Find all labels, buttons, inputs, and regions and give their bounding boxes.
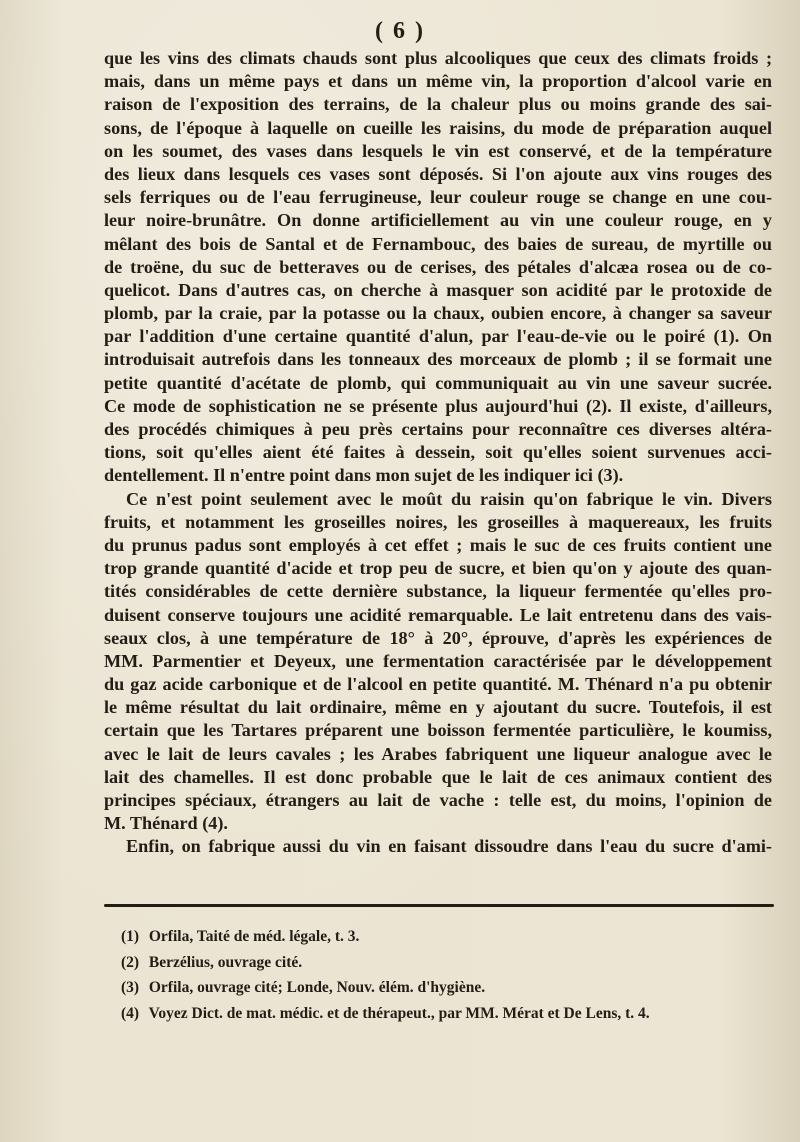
text-line: sons, de l'époque à laquelle on cueille les raisins, du mode de préparation auquel bbox=[104, 117, 772, 138]
text-line: dentellement. Il n'entre point dans mon sujet de les indiquer ici (3). bbox=[104, 465, 624, 486]
text-line: certain que les Tartares préparent une boisson fermentée particulière, le koumiss, bbox=[104, 720, 772, 741]
footnote-text: Orfila, ouvrage cité; Londe, Nouv. élém. d'hygiène. bbox=[148, 979, 486, 996]
footnote-number: (1) bbox=[121, 928, 140, 945]
footnote-number: (3) bbox=[121, 979, 140, 996]
text-line: plomb, par la craie, par la potasse ou la chaux, oubien encore, à changer sa saveur bbox=[104, 303, 772, 324]
footnote-text: Orfila, Taité de méd. légale, t. 3. bbox=[148, 928, 360, 945]
footnote bbox=[121, 975, 761, 1001]
text-line: duisent conserve toujours une acidité remarquable. Le lait entretenu dans des vais- bbox=[104, 604, 772, 625]
text-line: Ce mode de sophistication ne se présente plus aujourd'hui (2). Il existe, d'ailleurs, bbox=[104, 395, 772, 416]
footnote-text: Berzélius, ouvrage cité. bbox=[148, 953, 303, 971]
text-line: du prunus padus sont employés à cet effet ; mais le suc de ces fruits contient une bbox=[104, 534, 772, 555]
text-line: leur noire-brunâtre. On donne artificiellement au vin une couleur rouge, en y bbox=[104, 210, 772, 231]
text-line: tions, soit qu'elles aient été faites à dessein, soit qu'elles soient survenues acci- bbox=[104, 442, 772, 463]
text-line: que les vins des climats chauds sont plus alcooliques que ceux des climats froids ; bbox=[104, 48, 772, 68]
text-line: seaux clos, à une température de 18° à 20°, éprouve, d'après les expériences de bbox=[104, 627, 772, 648]
footnotes bbox=[121, 924, 761, 1026]
text-line: avec le lait de leurs cavales ; les Arabes fabriquent une liqueur analogue avec le bbox=[104, 743, 772, 764]
text-line: sels ferriques ou de l'eau ferrugineuse, leur couleur rouge se change en une cou- bbox=[104, 187, 772, 208]
footnote bbox=[121, 924, 761, 950]
text-line: par l'addition d'une certaine quantité d'alun, par l'eau-de-vie ou le poiré (1). On bbox=[104, 326, 772, 347]
footnote bbox=[121, 1001, 761, 1027]
footnote-number: (4) bbox=[121, 1004, 140, 1022]
text-line: mêlant des bois de Santal et de Fernambouc, des baies de sureau, de myrtille ou bbox=[104, 233, 772, 254]
page-number: ( 6 ) bbox=[375, 18, 425, 44]
footnote-rule bbox=[104, 904, 774, 907]
text-line: petite quantité d'acétate de plomb, qui communiquait au vin une saveur sucrée. bbox=[104, 372, 772, 393]
body-text bbox=[104, 47, 772, 859]
footnote bbox=[121, 950, 761, 976]
text-line: des lieux dans lesquels ces vases sont déposés. Si l'on ajoute aux vins rouges des bbox=[104, 163, 772, 184]
text-line: lait des chamelles. Il est donc probable que le lait de ces animaux contient des bbox=[104, 766, 772, 787]
text-line: Enfin, on fabrique aussi du vin en faisant dissoudre dans l'eau du sucre d'ami- bbox=[126, 836, 772, 857]
footnote-number: (2) bbox=[121, 953, 140, 971]
text-line: introduisait autrefois dans les tonneaux des morceaux de plomb ; il se formait une bbox=[104, 349, 772, 370]
text-line: mais, dans un même pays et dans un même vin, la proportion d'alcool varie en bbox=[104, 71, 772, 92]
text-line: de troëne, du suc de betteraves ou de cerises, des pétales d'alcæa rosea ou de co- bbox=[104, 256, 772, 277]
text-line: M. Thénard (4). bbox=[104, 813, 228, 834]
text-line: MM. Parmentier et Deyeux, une fermentation caractérisée par le développement bbox=[104, 650, 772, 671]
footnote-text: Voyez Dict. de mat. médic. et de thérapeut., par MM. Mérat et De Lens, t. 4. bbox=[148, 1004, 650, 1022]
text-line: principes spéciaux, étrangers au lait de vache : telle est, du moins, l'opinion de bbox=[104, 790, 772, 810]
text-line: le même résultat du lait ordinaire, même en y ajoutant du sucre. Toutefois, il est bbox=[104, 697, 772, 718]
text-line: tités considérables de cette dernière substance, la liqueur fermentée qu'elles pro- bbox=[104, 581, 772, 602]
text-line: du gaz acide carbonique et de l'alcool en petite quantité. M. Thénard n'a pu obtenir bbox=[104, 674, 772, 695]
text-line: des procédés chimiques à peu près certains pour reconnaître ces diverses altéra- bbox=[104, 419, 772, 439]
text-line: trop grande quantité d'acide et trop peu de sucre, et bien qu'on y ajoute des quan- bbox=[104, 558, 772, 579]
text-line: quelicot. Dans d'autres cas, on cherche à masquer son acidité par le protoxide de bbox=[104, 279, 772, 300]
text-line: raison de l'exposition des terrains, de la chaleur plus ou moins grande des sai- bbox=[104, 94, 772, 115]
text-line: Ce n'est point seulement avec le moût du raisin qu'on fabrique le vin. Divers bbox=[126, 488, 772, 509]
text-line: fruits, et notamment les groseilles noires, les groseilles à maquereaux, les fruits bbox=[104, 511, 772, 532]
text-line: on les soumet, des vases dans lesquels le vin est conservé, et de la température bbox=[104, 140, 772, 161]
